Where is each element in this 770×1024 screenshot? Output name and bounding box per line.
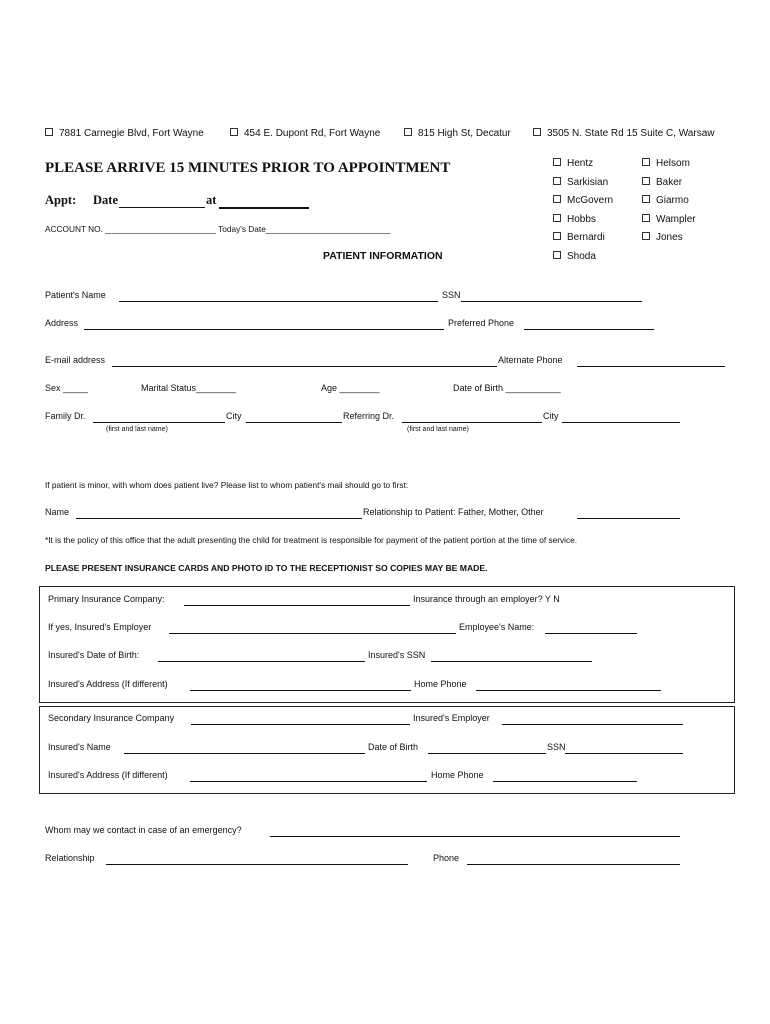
alternate-phone-label: Alternate Phone: [498, 355, 563, 365]
minor-name-label: Name: [45, 507, 70, 517]
insured-dob-field[interactable]: [158, 661, 365, 662]
location-option-2[interactable]: 454 E. Dupont Rd, Fort Wayne: [230, 128, 380, 139]
secondary-dob-label: Date of Birth: [368, 742, 419, 752]
ssn-label: SSN: [442, 290, 461, 300]
checkbox-icon[interactable]: [230, 128, 238, 136]
family-dr-label: Family Dr.: [45, 411, 86, 421]
emergency-phone-field[interactable]: [467, 864, 680, 865]
insured-employer-field[interactable]: [169, 633, 456, 634]
appt-date-label: Date: [93, 193, 118, 207]
doctor-option[interactable]: Sarkisian: [553, 174, 613, 193]
account-line: ACCOUNT NO. ________________________ Today's Date___________________________: [45, 224, 391, 234]
checkbox-icon[interactable]: [553, 214, 561, 222]
family-dr-field[interactable]: [93, 422, 225, 423]
doctor-option[interactable]: Giarmo: [642, 192, 696, 211]
insured-dob-label: Insured's Date of Birth:: [48, 650, 140, 660]
patient-name-label: Patient's Name: [45, 290, 106, 300]
secondary-ssn-field[interactable]: [565, 753, 683, 754]
emergency-relationship-field[interactable]: [106, 864, 408, 865]
appt-date-field[interactable]: [119, 207, 205, 208]
appt-at-label: at: [206, 193, 217, 207]
policy-note: *It is the policy of this office that the adult presenting the child for treatment is responsible for payment of the patient portion at the time of service.: [45, 535, 578, 545]
secondary-company-label: Secondary Insurance Company: [48, 713, 175, 723]
doctor-list-right: [642, 155, 696, 248]
email-field[interactable]: [112, 366, 497, 367]
page-title: PLEASE ARRIVE 15 MINUTES PRIOR TO APPOINTMENT: [45, 160, 451, 176]
checkbox-icon[interactable]: [404, 128, 412, 136]
insured-employer-label: If yes, Insured's Employer: [48, 622, 152, 632]
city-label: City: [226, 411, 242, 421]
emergency-relationship-label: Relationship: [45, 853, 95, 863]
minor-instructions: If patient is minor, with whom does patient live? Please list to whom patient's mail should go to first:: [45, 480, 409, 490]
minor-name-field[interactable]: [76, 518, 362, 519]
age-label: Age ________: [321, 383, 380, 393]
sex-label: Sex _____: [45, 383, 89, 393]
secondary-insured-name-field[interactable]: [124, 753, 365, 754]
checkbox-icon[interactable]: [642, 158, 650, 166]
email-label: E-mail address: [45, 355, 106, 365]
doctor-option[interactable]: Helsom: [642, 155, 696, 174]
checkbox-icon[interactable]: [553, 177, 561, 185]
secondary-address-label: Insured's Address (If different): [48, 770, 168, 780]
secondary-home-phone-label: Home Phone: [431, 770, 484, 780]
checkbox-icon[interactable]: [642, 232, 650, 240]
secondary-address-field[interactable]: [190, 781, 427, 782]
location-option-4[interactable]: 3505 N. State Rd 15 Suite C, Warsaw: [533, 128, 715, 139]
secondary-company-field[interactable]: [191, 724, 410, 725]
insured-address-label: Insured's Address (If different): [48, 679, 168, 689]
marital-status-label: Marital Status________: [141, 383, 237, 393]
checkbox-icon[interactable]: [553, 195, 561, 203]
checkbox-icon[interactable]: [642, 195, 650, 203]
insured-ssn-field[interactable]: [431, 661, 592, 662]
city-field[interactable]: [246, 422, 342, 423]
emergency-contact-label: Whom may we contact in case of an emergency?: [45, 825, 242, 835]
secondary-ssn-label: SSN: [547, 742, 566, 752]
address-label: Address: [45, 318, 79, 328]
date-of-birth-label: Date of Birth ___________: [453, 383, 561, 393]
doctor-option[interactable]: Bernardi: [553, 229, 613, 248]
location-option-3[interactable]: 815 High St, Decatur: [404, 128, 511, 139]
appt-label: Appt:: [45, 193, 77, 207]
minor-relationship-field[interactable]: [577, 518, 680, 519]
checkbox-icon[interactable]: [553, 158, 561, 166]
address-field[interactable]: [84, 329, 444, 330]
secondary-employer-field[interactable]: [502, 724, 683, 725]
doctor-option[interactable]: Shoda: [553, 248, 613, 267]
preferred-phone-label: Preferred Phone: [448, 318, 515, 328]
referring-dr-field[interactable]: [402, 422, 542, 423]
checkbox-icon[interactable]: [642, 177, 650, 185]
appt-time-field[interactable]: [219, 207, 309, 209]
checkbox-icon[interactable]: [553, 232, 561, 240]
section-title-patient-info: PATIENT INFORMATION: [323, 250, 443, 262]
through-employer-label: Insurance through an employer? Y N: [413, 594, 560, 604]
checkbox-icon[interactable]: [45, 128, 53, 136]
checkbox-icon[interactable]: [553, 251, 561, 259]
family-dr-note: (first and last name): [106, 426, 168, 433]
patient-name-field[interactable]: [119, 301, 438, 302]
minor-relationship-label: Relationship to Patient: Father, Mother, Other: [363, 507, 544, 517]
referring-dr-label: Referring Dr.: [343, 411, 395, 421]
insurance-notice: PLEASE PRESENT INSURANCE CARDS AND PHOTO ID TO THE RECEPTIONIST SO COPIES MAY BE MADE.: [45, 563, 488, 573]
secondary-home-phone-field[interactable]: [493, 781, 637, 782]
employee-name-label: Employee's Name:: [459, 622, 535, 632]
emergency-contact-field[interactable]: [270, 836, 680, 837]
preferred-phone-field[interactable]: [524, 329, 654, 330]
primary-company-label: Primary Insurance Company:: [48, 594, 165, 604]
emergency-phone-label: Phone: [433, 853, 460, 863]
referring-dr-note: (first and last name): [407, 426, 469, 433]
location-option-1[interactable]: 7881 Carnegie Blvd, Fort Wayne: [45, 128, 204, 139]
home-phone-label: Home Phone: [414, 679, 467, 689]
alternate-phone-field[interactable]: [577, 366, 725, 367]
doctor-option[interactable]: Wampler: [642, 211, 696, 230]
secondary-insured-name-label: Insured's Name: [48, 742, 111, 752]
checkbox-icon[interactable]: [533, 128, 541, 136]
employee-name-field[interactable]: [545, 633, 637, 634]
doctor-option[interactable]: Jones: [642, 229, 696, 248]
primary-company-field[interactable]: [184, 605, 410, 606]
city2-label: City: [543, 411, 559, 421]
insured-ssn-label: Insured's SSN: [368, 650, 426, 660]
insured-address-field[interactable]: [190, 690, 411, 691]
secondary-dob-field[interactable]: [428, 753, 546, 754]
city2-field[interactable]: [562, 422, 680, 423]
doctor-option[interactable]: Baker: [642, 174, 696, 193]
doctor-option[interactable]: McGovern: [553, 192, 613, 211]
checkbox-icon[interactable]: [642, 214, 650, 222]
home-phone-field[interactable]: [476, 690, 661, 691]
doctor-list-left: [553, 155, 613, 266]
secondary-employer-label: Insured's Employer: [413, 713, 490, 723]
doctor-option[interactable]: Hobbs: [553, 211, 613, 230]
ssn-field[interactable]: [461, 301, 642, 302]
doctor-option[interactable]: Hentz: [553, 155, 613, 174]
